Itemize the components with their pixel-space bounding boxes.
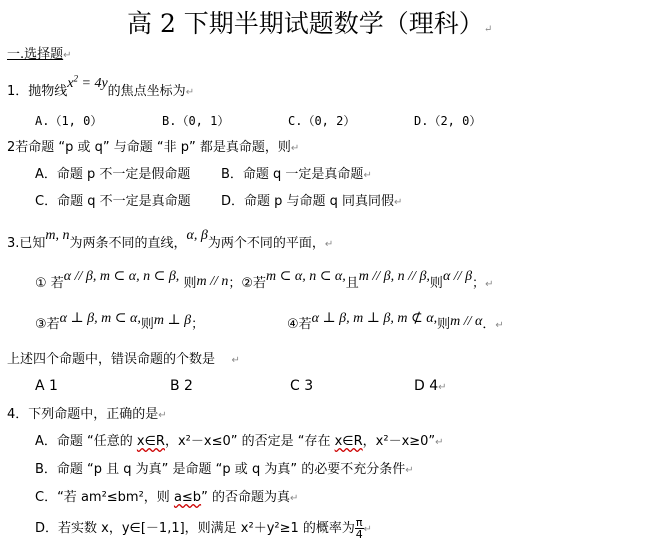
question-3-option-a: A 1: [35, 378, 58, 394]
question-3-option-d: D 4↵: [414, 378, 447, 394]
fraction-pi-over-4: $\frac{\pi}{4}$: [355, 516, 363, 541]
question-4-stem: 4．下列命题中，正确的是↵: [7, 407, 167, 422]
question-2-stem: 2若命题 “p 或 q” 与命题 “非 p” 都是真命题，则↵: [7, 140, 300, 155]
question-2-option-d: D．命题 p 与命题 q 同真同假↵: [221, 194, 403, 209]
question-2-option-b: B．命题 q 一定是真命题↵: [221, 167, 372, 182]
question-3-option-b: B 2: [170, 378, 193, 394]
question-4-option-d: D．若实数 x，y∈[－1,1]，则满足 x²＋y²≥1 的概率为 $\frac{\pi}{4}$ ↵: [35, 516, 372, 541]
question-1-option-b: B.（0, 1）: [162, 114, 230, 128]
page-title: 高 2 下期半期试题数学（理科）↵: [127, 9, 493, 38]
question-3-statement-4: ④若α ⊥ β, m ⊥ β, m ⊄ α,则m // α．↵: [287, 311, 504, 332]
question-1-stem: 1．抛物线$x^2 = 4y$的焦点坐标为↵: [7, 73, 195, 99]
question-2-option-a: A．命题 p 不一定是假命题: [35, 167, 191, 182]
question-3-ask: 上述四个命题中，错误命题的个数是 ↵: [7, 352, 240, 367]
question-3-stem: 3.已知m, n为两条不同的直线，α, β为两个不同的平面，↵: [7, 228, 334, 251]
question-3-statement-3: ③若α ⊥ β, m ⊂ α,则m ⊥ β；: [35, 311, 205, 332]
question-4-option-a: A．命题 “任意的 x∈R，x²－x≤0” 的否定是 “存在 x∈R，x²－x≥0”↵: [35, 434, 444, 449]
question-1-option-c: C.（0, 2）: [288, 114, 356, 128]
question-4-option-b: B．命题 “p 且 q 为真” 是命题 “p 或 q 为真” 的必要不充分条件↵: [35, 462, 414, 477]
question-2-option-c: C．命题 q 不一定是真命题: [35, 194, 191, 209]
paragraph-mark: ↵: [483, 24, 493, 35]
question-3-statements-1-2: ① 若α // β, m ⊂ α, n ⊂ β, 则m // n；②若m ⊂ α, n ⊂ α,且m // β, n // β,则α // β；↵: [35, 269, 494, 291]
question-3-option-c: C 3: [290, 378, 314, 394]
question-1-option-d: D.（2, 0）: [414, 114, 482, 128]
question-1-option-a: A.（1, 0）: [35, 114, 103, 128]
section-heading: 一.选择题↵: [7, 47, 72, 62]
question-4-option-c: C．“若 am²≤bm²，则 a≤b” 的否命题为真↵: [35, 490, 299, 505]
